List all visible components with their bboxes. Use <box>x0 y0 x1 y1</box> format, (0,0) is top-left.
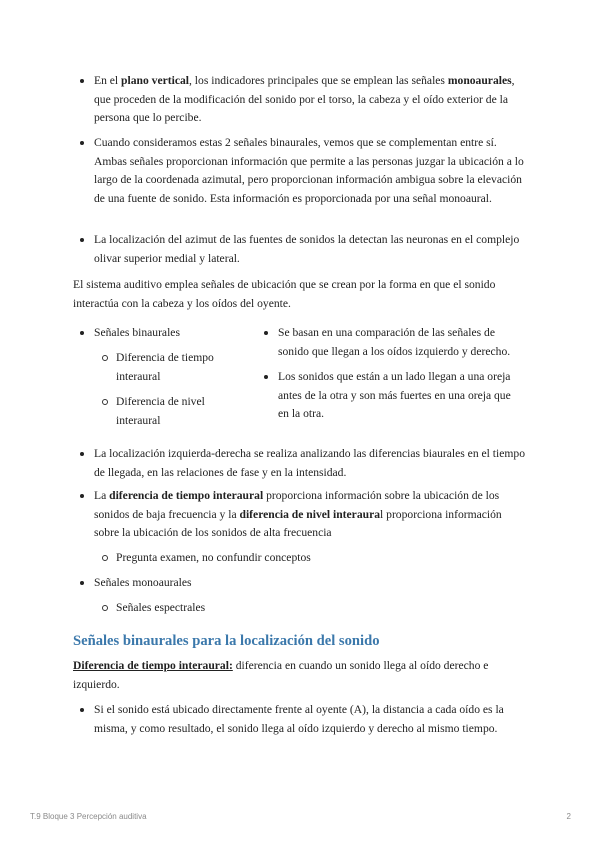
bullet-circle <box>102 399 108 405</box>
subitem-tiempo-interaural: Diferencia de tiempo interaural <box>116 349 246 386</box>
bullet-dot <box>80 79 84 83</box>
subitem-spectral: Señales espectrales <box>116 599 516 618</box>
bullet-dot <box>80 452 84 456</box>
bullet-dot <box>80 141 84 145</box>
footer-title: T.9 Bloque 3 Percepción auditiva <box>30 812 147 821</box>
bullet-dot <box>80 238 84 242</box>
bullet-dot <box>80 494 84 498</box>
column-right-item-comparison: Se basan en una comparación de las señales de sonido que llegan a los oídos izquierdo y derecho. <box>278 324 524 361</box>
bullet-dot <box>264 375 268 379</box>
bullet-sound-in-front: Si el sonido está ubicado directamente frente al oyente (A), la distancia a cada oído es la misma, y como resultado, el sonido llega al oído izquierdo y derecho al mismo tiempo. <box>94 701 526 738</box>
bullet-circle <box>102 605 108 611</box>
section-heading: Señales binaurales para la localización del sonido <box>73 633 380 649</box>
bullet-vertical-plane: En el plano vertical, los indicadores principales que se emplean las señales monoaurales, que proceden de la modificación del sonido por el torso, la cabeza y el oído exterior de la persona que lo percibe. <box>94 72 526 128</box>
page-number: 2 <box>566 812 571 821</box>
auditory-system-paragraph: El sistema auditivo emplea señales de ubicación que se crean por la forma en que el sonido interactúa con la cabeza y los oídos del oyente. <box>73 278 496 310</box>
bullet-azimut-localization: La localización del azimut de las fuentes de sonidos la detectan las neuronas en el complejo olivar superior medial y lateral. <box>94 231 526 268</box>
bullet-left-right-localization: La localización izquierda-derecha se realiza analizando las diferencias biaurales en el tiempo de llegada, en las relaciones de fase y en la intensidad. <box>94 445 526 482</box>
bullet-binaural-complement: Cuando consideramos estas 2 señales binaurales, vemos que se complementan entre sí. Ambas señales proporcionan información que permite a las personas juzgar la ubicación a lo largo de la coordenada azimutal, pero proporcionan información ambigua sobre la elevación de una fuente de sonido. Esta información es proporcionada por una señal monoaural. <box>94 134 526 208</box>
bullet-circle <box>102 555 108 561</box>
bullet-dot <box>80 331 84 335</box>
bold-diferencia-nivel: diferencia de nivel interaura <box>239 507 381 521</box>
bold-plano-vertical: plano vertical <box>121 74 189 87</box>
bold-diferencia-tiempo: diferencia de tiempo interaural <box>109 489 264 502</box>
subitem-exam-note: Pregunta examen, no confundir conceptos <box>116 549 516 568</box>
column-right-item-side: Los sonidos que están a un lado llegan a una oreja antes de la otra y son más fuertes en una oreja que en la otra. <box>278 368 524 424</box>
bullet-dot <box>264 331 268 335</box>
bold-monoaurales: monoaurales <box>447 74 512 87</box>
subitem-nivel-interaural: Diferencia de nivel interaural <box>116 393 246 430</box>
definition-paragraph: Diferencia de tiempo interaural: diferencia en cuando un sonido llega al oído derecho e izquierdo. <box>73 659 489 691</box>
bullet-dot <box>80 708 84 712</box>
definition-term: Diferencia de tiempo interaural: <box>73 659 233 672</box>
bullet-interaural-differences: La diferencia de tiempo interaural proporciona información sobre la ubicación de los sonidos de baja frecuencia y la diferencia de nivel interaural proporciona información sobre la ubicación de los sonidos de alta frecuencia <box>94 487 526 543</box>
column-left-binaural: Señales binaurales <box>94 324 244 343</box>
bullet-circle <box>102 355 108 361</box>
bullet-dot <box>80 581 84 585</box>
bullet-monoaural: Señales monoaurales <box>94 574 526 593</box>
